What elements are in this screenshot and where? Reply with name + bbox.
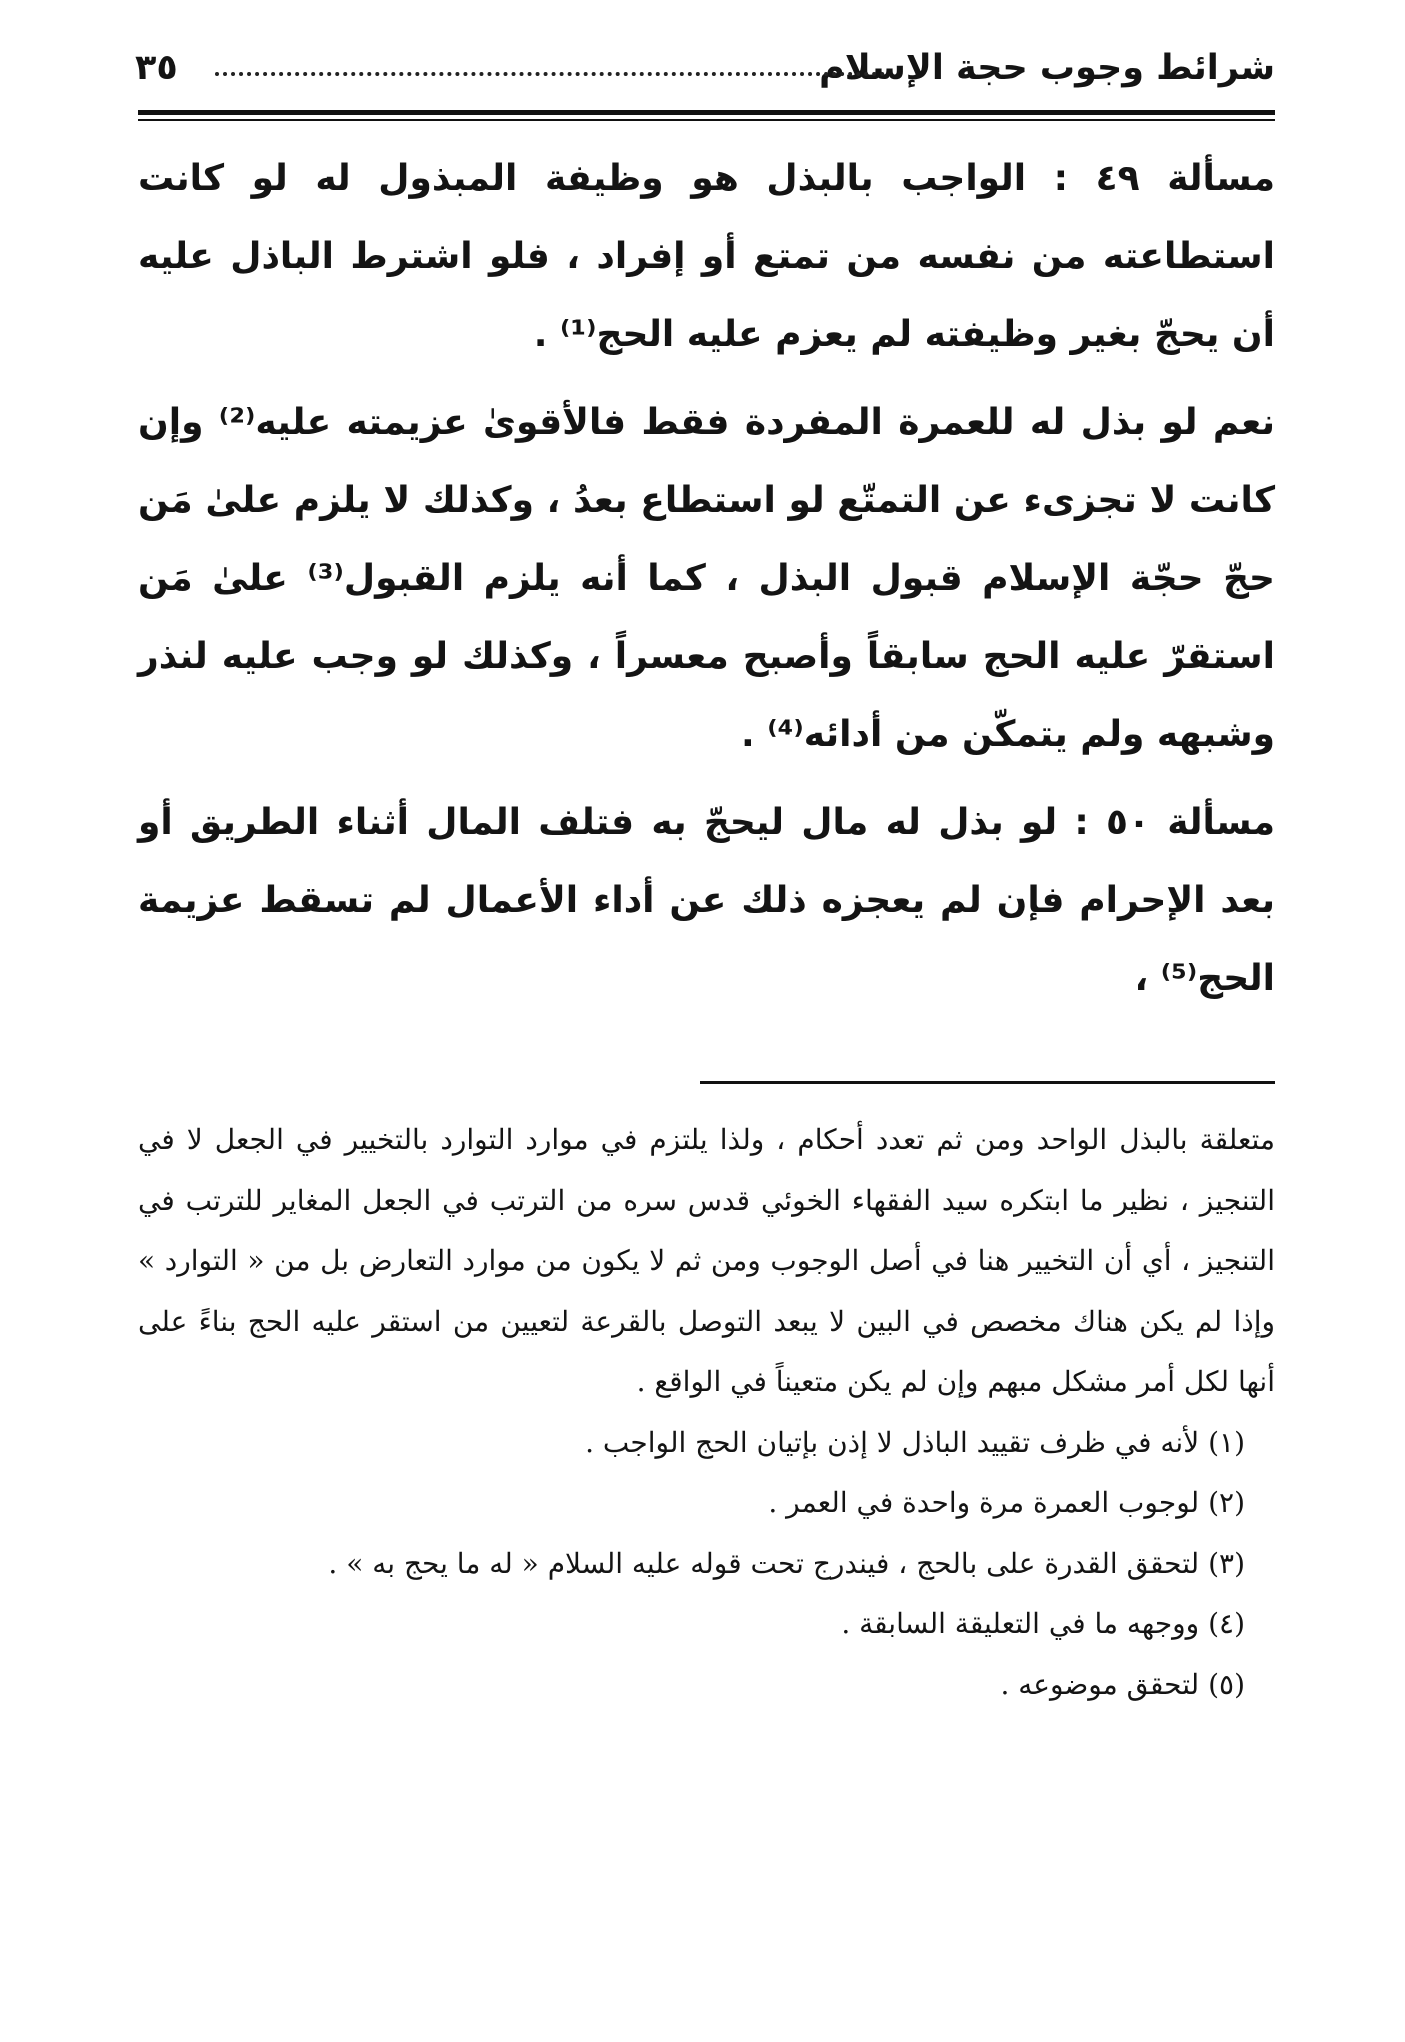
footnote-5: (٥) لتحقق موضوعه . [1000,1667,1245,1701]
running-header [135,38,1275,98]
footnote-4: (٤) ووجهه ما في التعليقة السابقة . [841,1607,1245,1640]
paragraph-masala-49: مسألة ٤٩ : الواجب بالبذل هو وظيفة المبذول له لو كانت استطاعته من نفسه من تمتع أو إفراد ، فلو اشترط الباذل عليه أن يحجّ بغير وظيفته لم يعزم عليه الحج⁽¹⁾ . [138,158,1275,355]
footnotes [138,1110,1275,1715]
main-text [138,140,1275,1028]
footnote-3: (٣) لتحقق القدرة على بالحج ، فيندرج تحت قوله عليه السلام « له ما يحج به » . [328,1546,1245,1580]
header-rule-thick [138,110,1275,115]
page-number: ٣٥ [135,48,178,88]
header-rule-thin [138,119,1275,121]
footnote-1: (١) لأنه في ظرف تقييد الباذل لا إذن بإتيان الحج الواجب . [585,1425,1245,1459]
footnote-separator [700,1081,1275,1084]
running-header-title: شرائط وجوب حجة الإسلام [819,48,1275,88]
footnote-continuation: متعلقة بالبذل الواحد ومن ثم تعدد أحكام ، ولذا يلتزم في موارد التوارد بالتخيير في الجعل لا في التنجيز ، نظير ما ابتكره سيد الفقهاء الخوئي قدس سره من الترتب في الجعل المغاير للترتب في التنجيز ، أي أن التخيير هنا في أصل الوجوب ومن ثم لا يكون من موارد التعارض بل من « التوارد » وإذا لم يكن هناك مخصص في البين لا يبعد التوصل بالقرعة لتعيين من استقر عليه الحج بناءً على أنها لكل أمر مشكل مبهم وإن لم يكن متعيناً في الواقع . [138,1123,1275,1398]
header-dot-leader [215,72,885,76]
paragraph-masala-50: مسألة ٥٠ : لو بذل له مال ليحجّ به فتلف المال أثناء الطريق أو بعد الإحرام فإن لم يعجزه ذلك عن أداء الأعمال لم تسقط عزيمة الحج⁽⁵⁾ ، [138,802,1275,999]
footnote-2: (٢) لوجوب العمرة مرة واحدة في العمر . [768,1486,1245,1519]
paragraph-umra-bathl: نعم لو بذل له للعمرة المفردة فقط فالأقوىٰ عزيمته عليه⁽²⁾ وإن كانت لا تجزىء عن التمتّع لو استطاع بعدُ ، وكذلك لا يلزم علىٰ مَن حجّ حجّة الإسلام قبول البذل ، كما أنه يلزم القبول⁽³⁾ علىٰ مَن استقرّ عليه الحج سابقاً وأصبح معسراً ، وكذلك لو وجب عليه لنذر وشبهه ولم يتمكّن من أدائه⁽⁴⁾ . [138,402,1276,755]
